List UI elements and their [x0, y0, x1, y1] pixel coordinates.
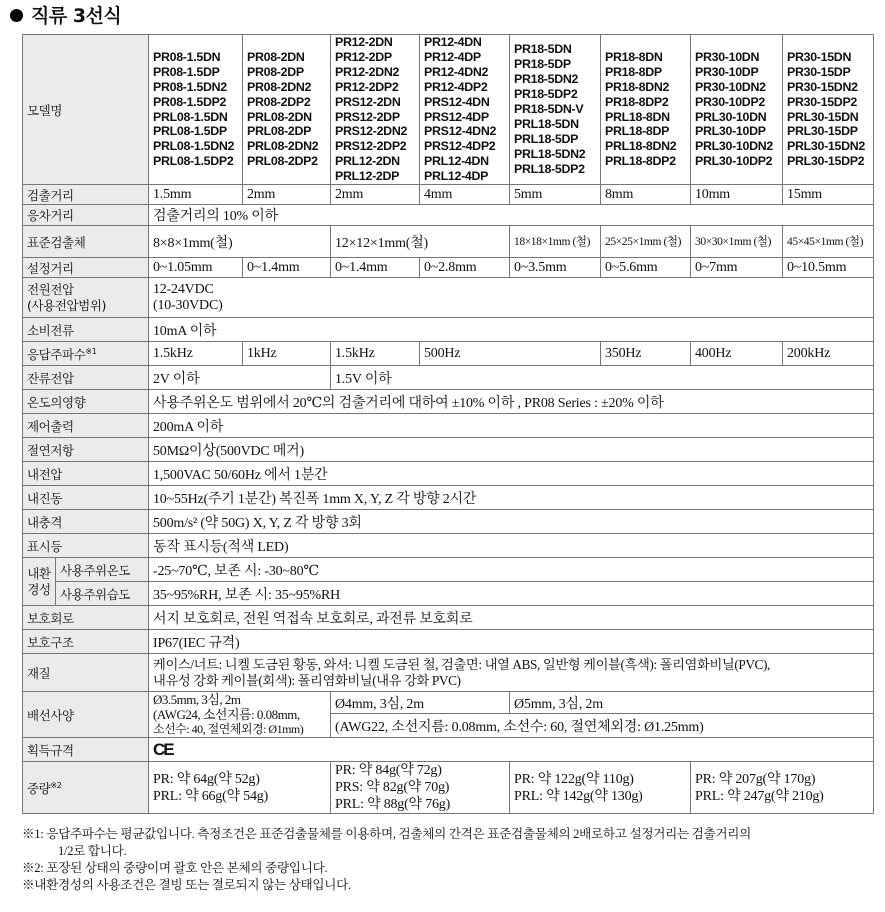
label-setting: 설정거리: [23, 258, 149, 278]
label-env: 내환 경성: [23, 558, 56, 606]
label-dielectric: 내전압: [23, 462, 149, 486]
label-residual: 잔류전압: [23, 366, 149, 390]
footnote-1-cont: 1/2로 합니다.: [58, 844, 127, 858]
cell: 12×12×1mm(철): [331, 226, 510, 258]
cell: 200mA 이하: [149, 414, 874, 438]
label-current: 소비전류: [23, 318, 149, 342]
cell: PR: 약 64g(약 52g) PRL: 약 66g(약 54g): [149, 762, 331, 814]
cell: IP67(IEC 규격): [149, 630, 874, 654]
cell: 400Hz: [691, 342, 783, 366]
row-approval: [23, 738, 874, 762]
cell: Ø4mm, 3심, 2m: [331, 692, 510, 714]
cell: 0~3.5mm: [510, 258, 601, 278]
row-cable-1: [23, 692, 874, 714]
cell: Ø3.5mm, 3심, 2m (AWG24, 소선지름: 0.08mm, 소선수: 40, 절연체외경: Ø1mm): [149, 692, 331, 738]
cell: 0~7mm: [691, 258, 783, 278]
label-frequency: 응답주파수$^{※1}$: [23, 342, 149, 366]
cell: 50MΩ이상(500VDC 메거): [149, 438, 874, 462]
ce-mark-icon: CE: [153, 739, 173, 759]
cell: 500Hz: [420, 342, 601, 366]
row-env-temp: [23, 558, 874, 582]
footnote-2: ※2: 포장된 상태의 중량이며 괄호 안은 본체의 중량입니다.: [22, 861, 328, 875]
label-weight: 중량$^{※2}$: [23, 762, 149, 814]
spec-table: [22, 34, 874, 814]
row-weight: [23, 762, 874, 814]
row-model: [23, 35, 874, 185]
label-insulation: 절연저항: [23, 438, 149, 462]
model-col-4: PR12-4DN PR12-4DP PR12-4DN2 PR12-4DP2 PRS12-4DN PRS12-4DP PRS12-4DN2 PRS12-4DP2 PRL12-4DN PRL12-4DP: [420, 35, 510, 185]
label-env-humidity: 사용주위습도: [56, 582, 149, 606]
cell: 0~2.8mm: [420, 258, 510, 278]
cell: 1,500VAC 50/60Hz 에서 1분간: [149, 462, 874, 486]
cell: 0~1.4mm: [243, 258, 331, 278]
footnote-1: ※1: 응답주파수는 평균값입니다. 측정조건은 표준검출물체를 이용하며, 검출체의 간격은 표준검출물체의 2배로하고 설정거리는 검출거리의: [22, 827, 751, 841]
cell: 30×30×1mm (철): [691, 226, 783, 258]
row-shock: [23, 510, 874, 534]
cell: 사용주위온도 범위에서 20℃의 검출거리에 대하여 ±10% 이하 , PR08 Series : ±20% 이하: [149, 390, 874, 414]
label-approval: 획득규격: [23, 738, 149, 762]
cell: 8×8×1mm(철): [149, 226, 331, 258]
cell: Ø5mm, 3심, 2m: [510, 692, 874, 714]
cell: 350Hz: [601, 342, 691, 366]
row-material: [23, 654, 874, 692]
label-indicator: 표시등: [23, 534, 149, 558]
cell: 서지 보호회로, 전원 역접속 보호회로, 과전류 보호회로: [149, 606, 874, 630]
cell: 0~5.6mm: [601, 258, 691, 278]
cell: 500m/s² (약 50G) X, Y, Z 각 방향 3회: [149, 510, 874, 534]
model-col-5: PR18-5DN PR18-5DP PR18-5DN2 PR18-5DP2 PR18-5DN-V PRL18-5DN PRL18-5DP PRL18-5DN2 PRL18-5DP2: [510, 35, 601, 185]
cell: 동작 표시등(적색 LED): [149, 534, 874, 558]
cell: 0~10.5mm: [783, 258, 874, 278]
label-sensing: 검출거리: [23, 185, 149, 205]
page-title: 직류 3선식: [4, 3, 121, 29]
row-frequency: [23, 342, 874, 366]
cell: 0~1.05mm: [149, 258, 243, 278]
row-target: [23, 226, 874, 258]
cell: 10~55Hz(주기 1분간) 복진폭 1mm X, Y, Z 각 방향 2시간: [149, 486, 874, 510]
model-col-7: PR30-10DN PR30-10DP PR30-10DN2 PR30-10DP2 PRL30-10DN PRL30-10DP PRL30-10DN2 PRL30-10DP2: [691, 35, 783, 185]
cell: 15mm: [783, 185, 874, 205]
cell: 10mm: [691, 185, 783, 205]
row-protection: [23, 606, 874, 630]
label-material: 재질: [23, 654, 149, 692]
cell: 1.5kHz: [149, 342, 243, 366]
cell: 0~1.4mm: [331, 258, 420, 278]
cell: 10mA 이하: [149, 318, 874, 342]
row-hysteresis: [23, 205, 874, 226]
cell: 2mm: [243, 185, 331, 205]
cell: 12-24VDC (10-30VDC): [149, 278, 874, 318]
cell: 8mm: [601, 185, 691, 205]
footnotes: [22, 826, 884, 894]
row-power: [23, 278, 874, 318]
cell: 1.5kHz: [331, 342, 420, 366]
row-setting: [23, 258, 874, 278]
label-cable: 배선사양: [23, 692, 149, 738]
row-structure: [23, 630, 874, 654]
cell: 200kHz: [783, 342, 874, 366]
cell: 45×45×1mm (철): [783, 226, 874, 258]
row-env-humidity: [23, 582, 874, 606]
label-model: 모델명: [23, 35, 149, 185]
cell: 1.5mm: [149, 185, 243, 205]
cell: (AWG22, 소선지름: 0.08mm, 소선수: 60, 절연체외경: Ø1.25mm): [331, 714, 874, 738]
row-sensing: [23, 185, 874, 205]
label-env-temp: 사용주위온도: [56, 558, 149, 582]
cell: PR: 약 207g(약 170g) PRL: 약 247g(약 210g): [691, 762, 874, 814]
label-structure: 보호구조: [23, 630, 149, 654]
row-current: [23, 318, 874, 342]
cell: 케이스/너트: 니켈 도금된 황동, 와셔: 니켈 도금된 철, 검출면: 내열 ABS, 일반형 케이블(흑색): 폴리염화비닐(PVC), 내유성 강화 케이블(회색): 폴리염화비닐(내유 강화 PVC): [149, 654, 874, 692]
model-col-2: PR08-2DN PR08-2DP PR08-2DN2 PR08-2DP2 PRL08-2DN PRL08-2DP PRL08-2DN2 PRL08-2DP2: [243, 35, 331, 185]
label-shock: 내충격: [23, 510, 149, 534]
cell: 1.5V 이하: [331, 366, 874, 390]
label-target: 표준검출체: [23, 226, 149, 258]
label-hysteresis: 응차거리: [23, 205, 149, 226]
model-col-1: PR08-1.5DN PR08-1.5DP PR08-1.5DN2 PR08-1.5DP2 PRL08-1.5DN PRL08-1.5DP PRL08-1.5DN2 PRL08-1.5DP2: [149, 35, 243, 185]
cell: 4mm: [420, 185, 510, 205]
label-temp-effect: 온도의영향: [23, 390, 149, 414]
cell: 35~95%RH, 보존 시: 35~95%RH: [149, 582, 874, 606]
model-col-8: PR30-15DN PR30-15DP PR30-15DN2 PR30-15DP2 PRL30-15DN PRL30-15DP PRL30-15DN2 PRL30-15DP2: [783, 35, 874, 185]
cell: 5mm: [510, 185, 601, 205]
cell: 2mm: [331, 185, 420, 205]
label-vibration: 내진동: [23, 486, 149, 510]
model-col-6: PR18-8DN PR18-8DP PR18-8DN2 PR18-8DP2 PRL18-8DN PRL18-8DP PRL18-8DN2 PRL18-8DP2: [601, 35, 691, 185]
bullet-icon: [10, 9, 23, 22]
cell: [149, 738, 874, 762]
row-dielectric: [23, 462, 874, 486]
row-insulation: [23, 438, 874, 462]
row-temp-effect: [23, 390, 874, 414]
label-protection: 보호회로: [23, 606, 149, 630]
cell: -25~70℃, 보존 시: -30~80℃: [149, 558, 874, 582]
cell: PR: 약 122g(약 110g) PRL: 약 142g(약 130g): [510, 762, 691, 814]
row-indicator: [23, 534, 874, 558]
model-col-3: PR12-2DN PR12-2DP PR12-2DN2 PR12-2DP2 PRS12-2DN PRS12-2DP PRS12-2DN2 PRS12-2DP2 PRL12-2DN PRL12-2DP: [331, 35, 420, 185]
footnote-3: ※내환경성의 사용조건은 결빙 또는 결로되지 않는 상태입니다.: [22, 878, 351, 892]
cell: 18×18×1mm (철): [510, 226, 601, 258]
cell: 검출거리의 10% 이하: [149, 205, 874, 226]
cell: 1kHz: [243, 342, 331, 366]
cell: 25×25×1mm (철): [601, 226, 691, 258]
label-control: 제어출력: [23, 414, 149, 438]
cell: 2V 이하: [149, 366, 331, 390]
row-control: [23, 414, 874, 438]
label-power: 전원전압 (사용전압범위): [23, 278, 149, 318]
cell: PR: 약 84g(약 72g) PRS: 약 82g(약 70g) PRL: 약 88g(약 76g): [331, 762, 510, 814]
row-vibration: [23, 486, 874, 510]
row-residual: [23, 366, 874, 390]
